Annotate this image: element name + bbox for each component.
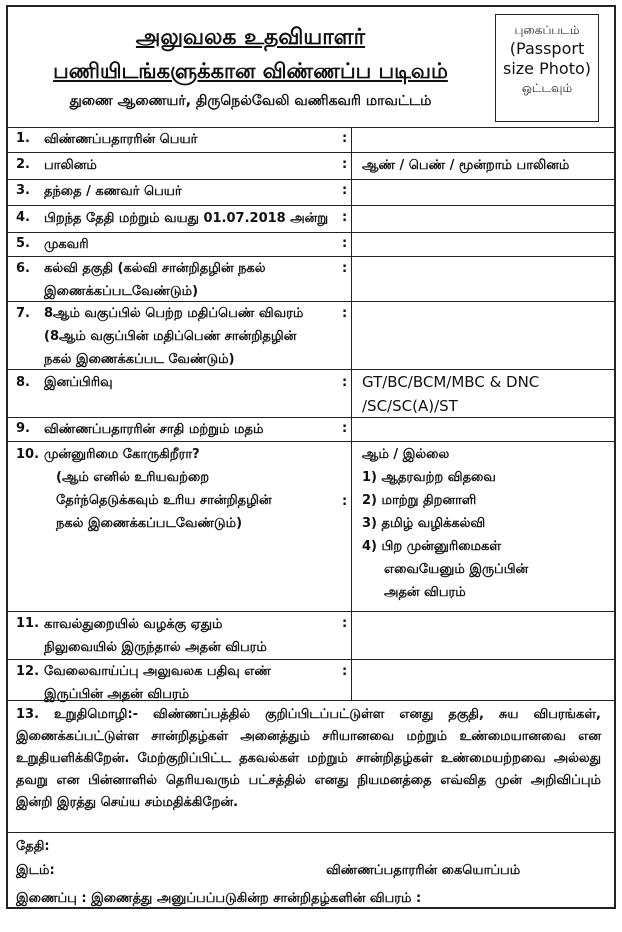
enclosure-label: இணைப்பு : இணைத்து அனுப்பப்படுகின்ற சான்றிதழ்களின் விபரம் :	[16, 891, 422, 906]
row-number: 8.	[16, 375, 30, 390]
colon: :	[342, 261, 348, 276]
colon: :	[342, 183, 348, 198]
row-number: 3.	[16, 183, 30, 198]
label-line: 8ஆம் வகுப்பில் பெற்ற மதிப்பெண் விவரம்	[44, 306, 304, 321]
value-line: GT/BC/BCM/MBC & DNC	[362, 373, 540, 391]
row-number: 5.	[16, 236, 30, 251]
row-label	[44, 371, 344, 394]
value-line: எவையேனும் இருப்பின்	[384, 562, 529, 577]
label-line: இருப்பின் அதன் விபரம்	[44, 687, 190, 702]
label-line: தேர்ந்தெடுக்கவும் உரிய சான்றிதழின்	[56, 493, 272, 508]
application-form	[6, 5, 616, 909]
photo-box-line2: (Passport	[509, 39, 585, 58]
declaration-text: 13. உறுதிமொழி:- விண்ணப்பத்தில் குறிப்பிடப்பட்டுள்ள எனது தகுதி, சுய விபரங்கள், இணைக்கப்பட்டுள்ள சான்றிதழ்கள் அனைத்தும் சரியானவை மற்றும் உண்மையானவை என உறுதியளிக்கிறேன். மேற்குறிப்பிட்ட தகவல்கள் மற்றும் சான்றிதழ்கள் உண்மையற்றவை அல்லது தவறு என பின்னாளில் தெரியவரும் பட்சத்தில் எனது நியமனத்தை எவ்வித முன் அறிவிப்பும் இன்றி இரத்து செய்ய சம்மதிக்கிறேன்.	[16, 707, 601, 810]
footer-section	[8, 832, 614, 908]
form-subtitle: துணை ஆணையர், திருநெல்வேலி வணிகவரி மாவட்டம்	[69, 93, 432, 109]
row-number: 2.	[16, 157, 30, 172]
value-line: 3) தமிழ் வழிக்கல்வி	[362, 516, 486, 531]
label-line: நகல் இணைக்கப்படவேண்டும்)	[56, 516, 243, 531]
table-row	[8, 417, 614, 442]
row-number: 7.	[16, 306, 30, 321]
row-number: 9.	[16, 421, 30, 436]
community-options	[362, 370, 539, 418]
label-line: விண்ணப்பதாரரின் பெயர்	[44, 132, 198, 147]
value-line: அதன் விபரம்	[384, 585, 466, 600]
form-title-line1: அலுவலக உதவியாளர்	[135, 25, 366, 50]
label-line: இணைக்கப்படவேண்டும்)	[44, 284, 199, 299]
colon: :	[342, 157, 348, 172]
table-row	[8, 256, 614, 302]
row-label	[44, 154, 344, 177]
value-line: 4) பிற முன்னுரிமைகள்	[362, 539, 502, 554]
signature-label: விண்ணப்பதாரரின் கையொப்பம்	[326, 863, 521, 878]
label-line: இனப்பிரிவு	[44, 375, 113, 390]
table-row	[8, 232, 614, 257]
priority-options	[362, 443, 528, 604]
value-line: ஆம் / இல்லை	[362, 447, 450, 462]
table-row	[8, 611, 614, 660]
colon: :	[342, 236, 348, 251]
table-row	[8, 441, 614, 612]
value-line: /SC/SC(A)/ST	[362, 397, 458, 415]
colon: :	[342, 664, 348, 679]
colon: :	[342, 306, 348, 321]
table-row	[8, 152, 614, 180]
place-label: இடம்:	[16, 863, 55, 878]
row-number: 11.	[16, 616, 40, 631]
table-row	[8, 369, 614, 418]
label-line: முன்னுரிமை கோருகிறீரா?	[44, 447, 200, 462]
form-title-line2: பணியிடங்களுக்கான விண்ணப்ப படிவம்	[53, 59, 448, 83]
row-number: 10.	[16, 447, 40, 462]
table-row	[8, 301, 614, 370]
table-row	[8, 127, 614, 153]
label-line: நகல் இணைக்கப்பட வேண்டும்)	[44, 352, 235, 367]
row-label	[44, 302, 344, 371]
table-row	[8, 205, 614, 233]
label-line: காவல்துறையில் வழக்கு ஏதும்	[44, 617, 223, 632]
row-label	[44, 180, 344, 203]
colon: :	[342, 421, 348, 436]
table-row	[8, 179, 614, 206]
label-line: பிறந்த தேதி மற்றும் வயது 01.07.2018 அன்று	[44, 211, 329, 226]
row-number: 4.	[16, 210, 30, 225]
label-line: முகவரி	[44, 237, 89, 252]
photo-box-line4: ஒட்டவும்	[521, 81, 573, 95]
label-line: வேலைவாய்ப்பு அலுவலக பதிவு எண்	[44, 664, 271, 679]
label-line: கல்வி தகுதி (கல்வி சான்றிதழின் நகல்	[44, 261, 266, 276]
label-line: நிலுவையில் இருந்தால் அதன் விபரம்	[44, 640, 267, 655]
row-label	[44, 443, 344, 535]
row-label	[44, 233, 344, 256]
row-number: 6.	[16, 261, 30, 276]
label-line: விண்ணப்பதாரரின் சாதி மற்றும் மதம்	[44, 422, 264, 437]
label-line: (8ஆம் வகுப்பின் மதிப்பெண் சான்றிதழின்	[44, 329, 297, 344]
declaration-section	[8, 700, 614, 833]
row-label	[44, 128, 344, 151]
row-label	[44, 613, 344, 659]
label-line: தந்தை / கணவர் பெயர்	[44, 184, 182, 199]
table-row	[8, 659, 614, 705]
value-line: 1) ஆதரவற்ற விதவை	[362, 470, 496, 485]
colon: :	[342, 375, 348, 390]
gender-options	[362, 154, 569, 177]
row-label	[44, 418, 344, 441]
photo-box	[495, 14, 599, 122]
photo-box-line3: size Photo)	[503, 59, 591, 78]
colon: :	[342, 210, 348, 225]
date-label: தேதி:	[16, 839, 50, 854]
row-label	[44, 207, 344, 230]
row-number: 1.	[16, 131, 30, 146]
colon: :	[342, 616, 348, 631]
label-line: (ஆம் எனில் உரியவற்றை	[56, 470, 210, 485]
row-label	[44, 257, 344, 303]
value-line: 2) மாற்று திறனாளி	[362, 493, 477, 508]
label-line: பாலினம்	[44, 158, 97, 173]
value-line: ஆண் / பெண் / மூன்றாம் பாலினம்	[362, 158, 570, 173]
photo-box-line1: புகைப்படம்	[514, 23, 580, 37]
row-number: 12.	[16, 664, 40, 679]
colon: :	[342, 494, 348, 509]
colon: :	[342, 131, 348, 146]
form-header	[8, 7, 614, 127]
